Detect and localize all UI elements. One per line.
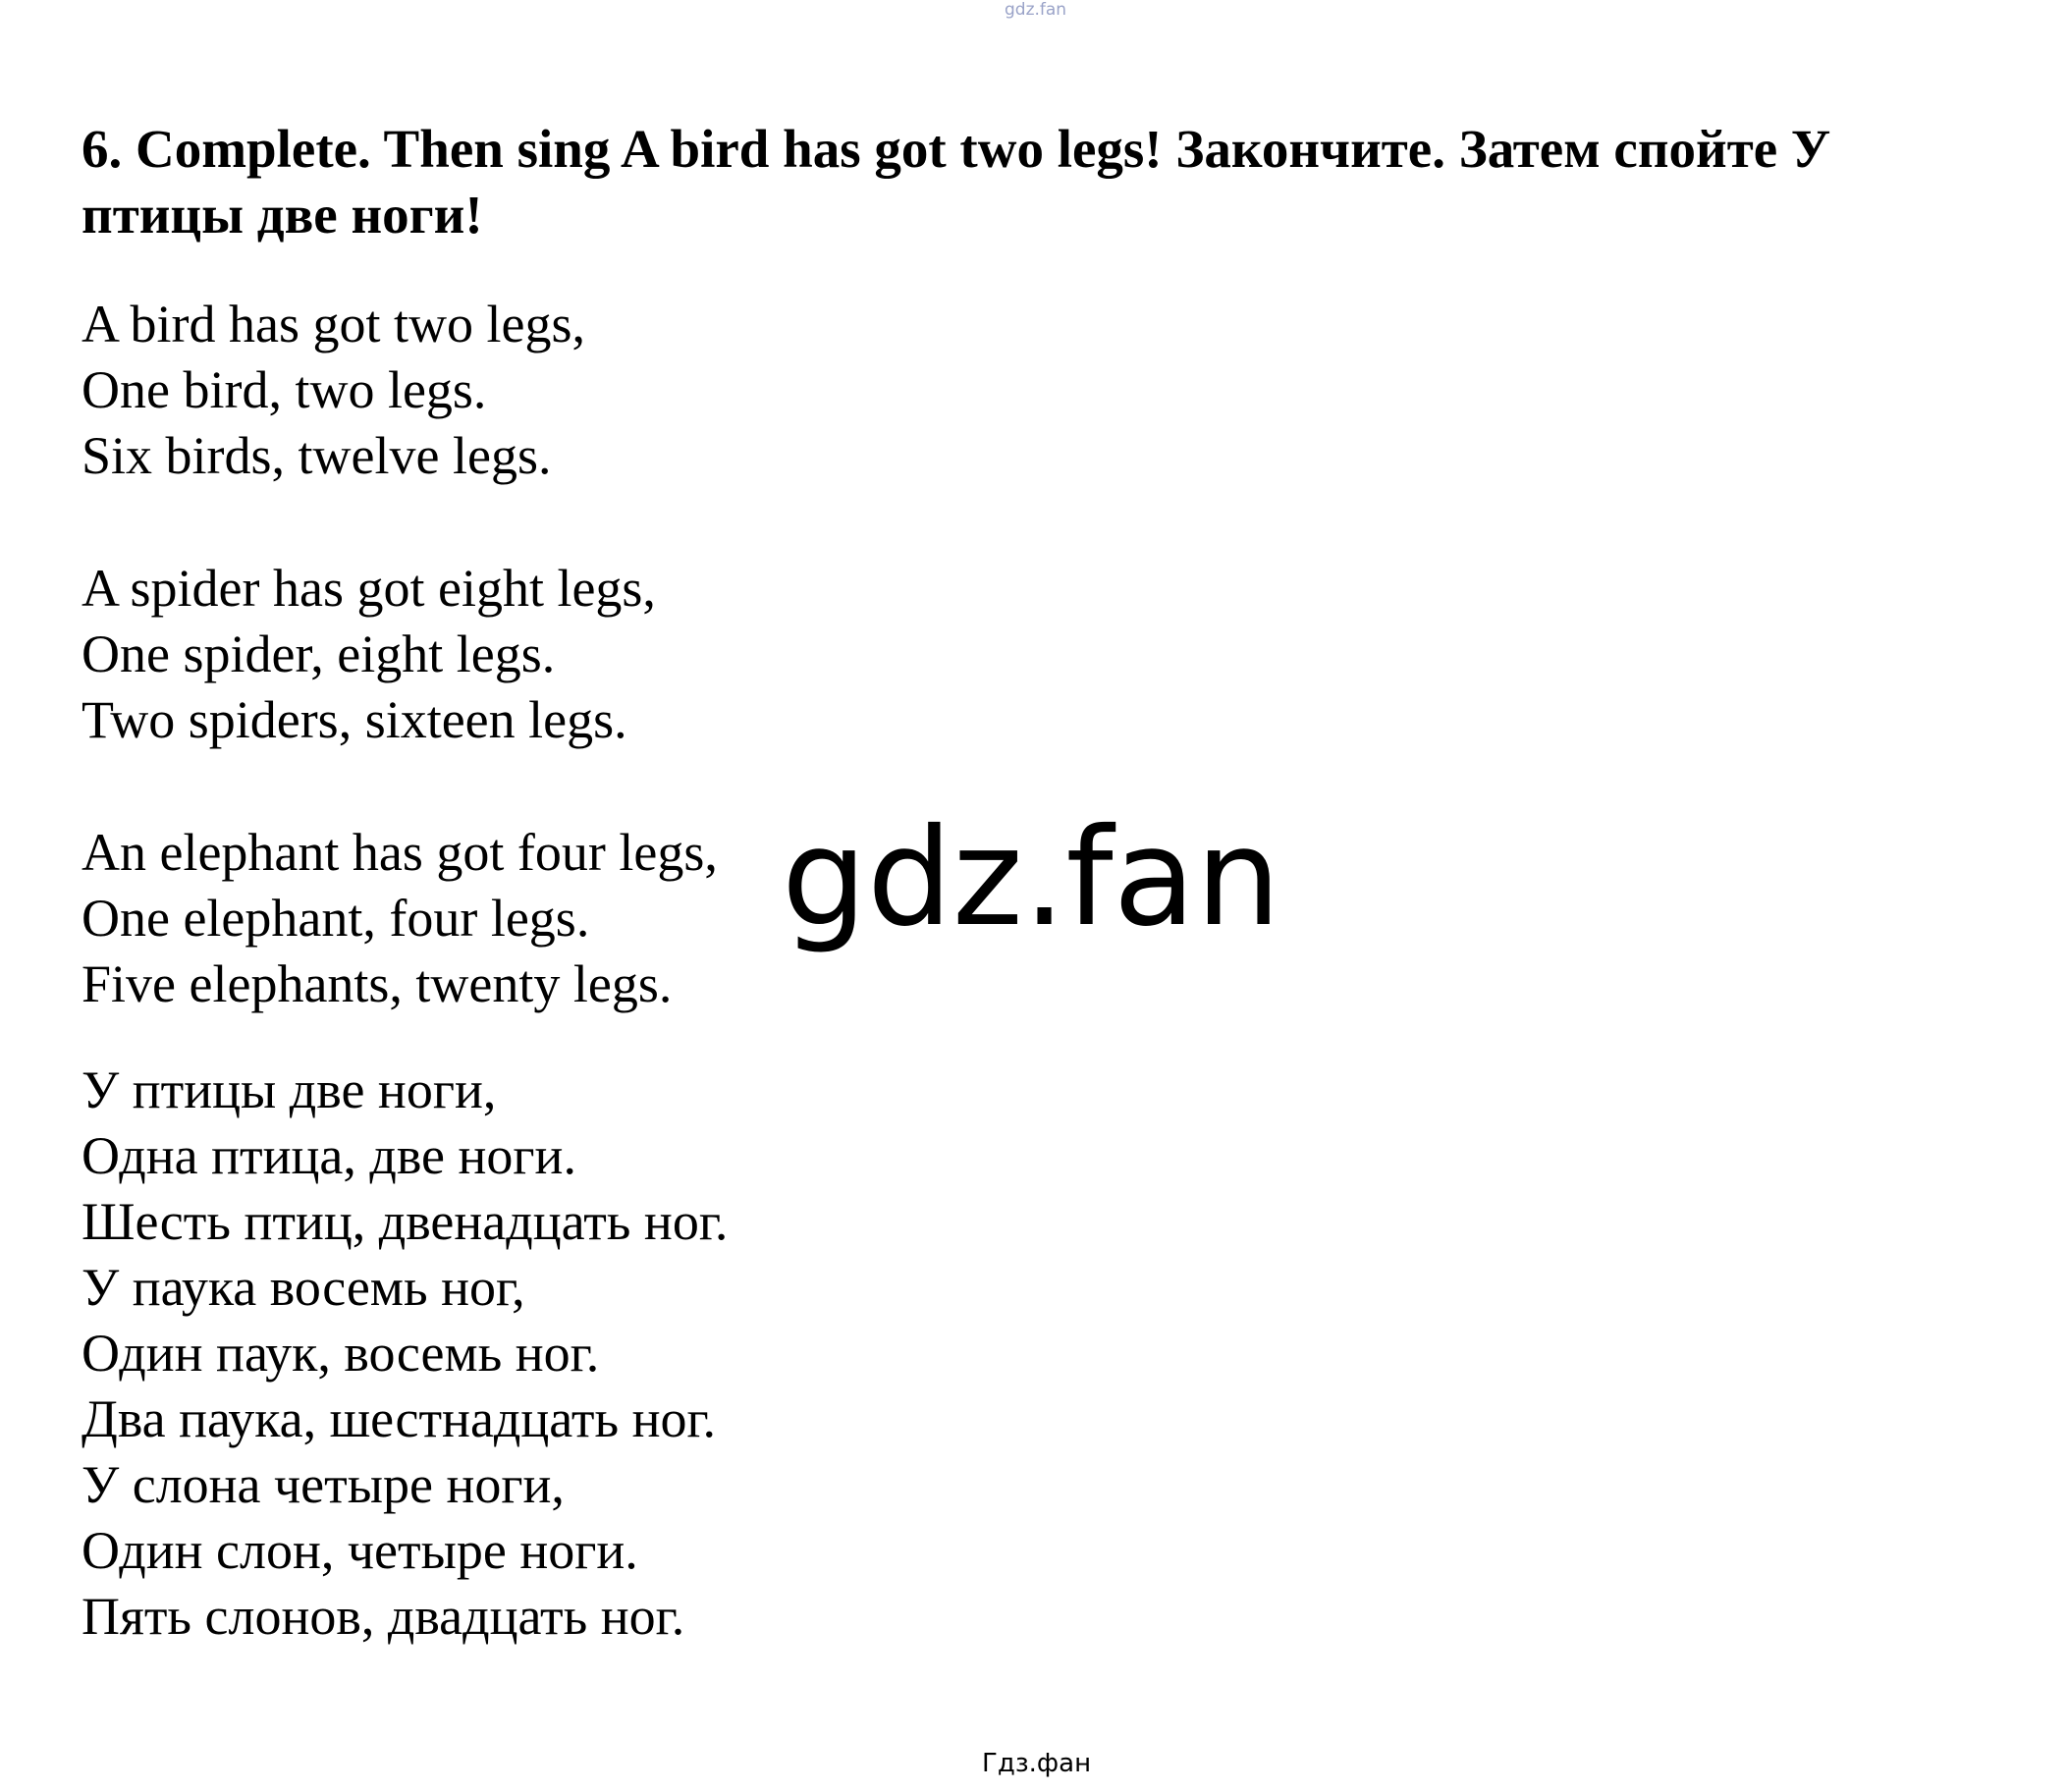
translation-line: Шесть птиц, двенадцать ног. [82, 1192, 729, 1251]
exercise-heading: 6. Complete. Then sing A bird has got two legs! Закончите. Затем спойте У птицы две ноги! [82, 119, 1831, 244]
translation-line: Одна птица, две ноги. [82, 1126, 576, 1185]
stanza-elephant [82, 820, 718, 1017]
poem-line: Six birds, twelve legs. [82, 426, 552, 485]
poem-line: Two spiders, sixteen legs. [82, 690, 627, 749]
translation-line: У птицы две ноги, [82, 1060, 497, 1119]
translation-line: У паука восемь ног, [82, 1258, 525, 1317]
stanza-bird [82, 292, 585, 489]
poem-line: One elephant, four legs. [82, 889, 590, 948]
translation-line: Пять слонов, двадцать ног. [82, 1587, 685, 1646]
poem-line: One spider, eight legs. [82, 624, 556, 683]
poem-line: One bird, two legs. [82, 360, 487, 419]
poem-line: A spider has got eight legs, [82, 559, 656, 618]
poem-line: A bird has got two legs, [82, 295, 585, 353]
stanza-translation [82, 1058, 728, 1650]
translation-line: Один слон, четыре ноги. [82, 1521, 638, 1580]
poem-line: Five elephants, twenty legs. [82, 954, 673, 1013]
translation-line: У слона четыре ноги, [82, 1455, 565, 1514]
top-watermark: gdz.fan [1005, 0, 1067, 20]
poem-line: An elephant has got four legs, [82, 823, 718, 882]
stanza-spider [82, 556, 656, 753]
center-watermark: gdz.fan [782, 800, 1281, 956]
translation-line: Два паука, шестнадцать ног. [82, 1389, 717, 1448]
translation-line: Один паук, восемь ног. [82, 1324, 600, 1383]
footer-watermark: Гдз.фан [982, 1749, 1092, 1778]
